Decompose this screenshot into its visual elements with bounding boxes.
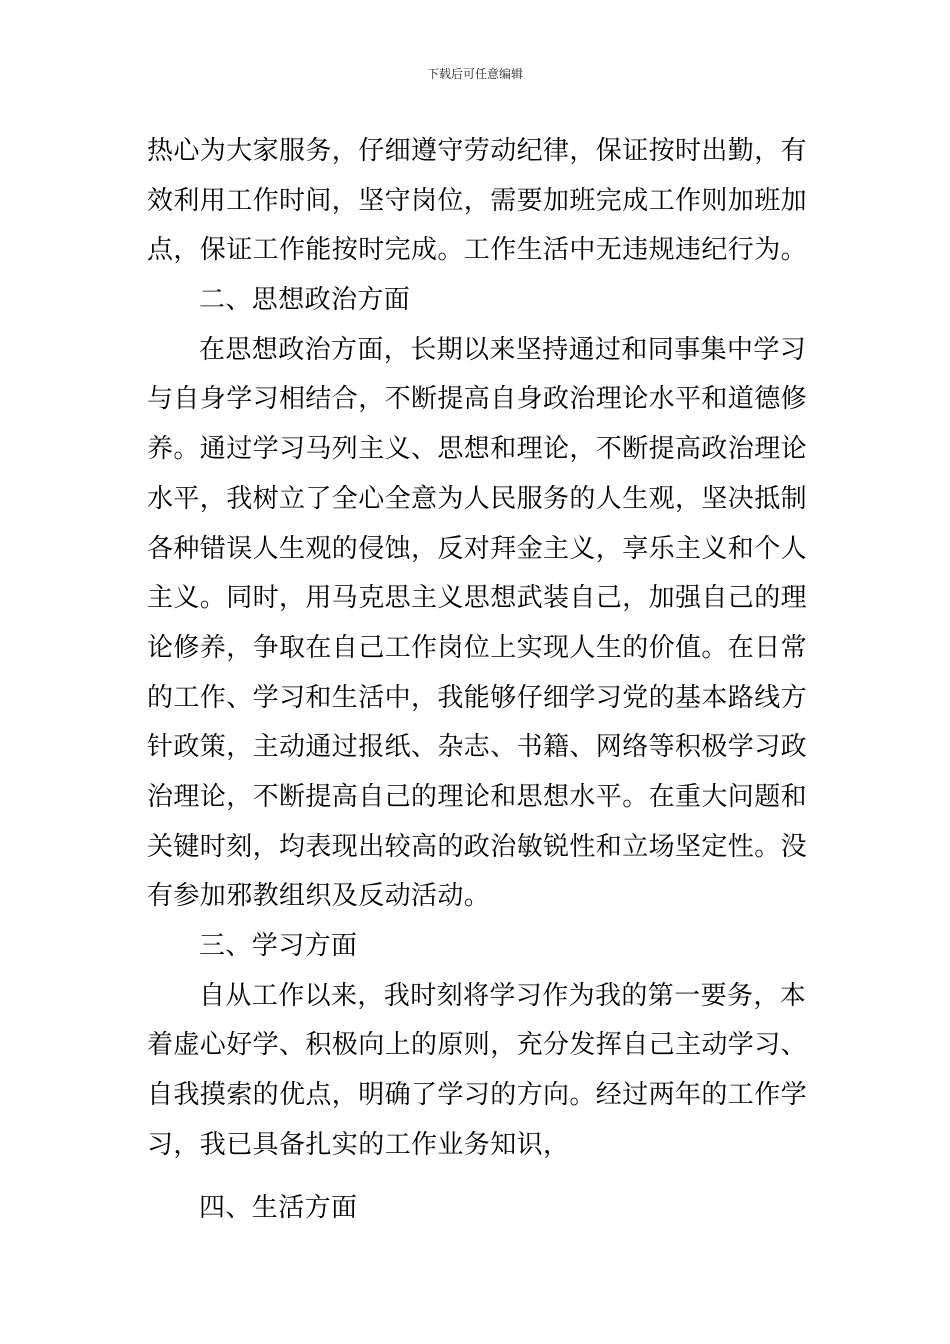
text-line: 与自身学习相结合，不断提高自身政治理论水平和道德修 (147, 384, 808, 415)
text-line: 主义。同时，用马克思主义思想武装自己，加强自己的理 (147, 583, 808, 614)
document-body (147, 127, 807, 1234)
text-line: 治理论，不断提高自己的理论和思想水平。在重大问题和 (147, 781, 808, 812)
text-line: 自我摸索的优点，明确了学习的方向。经过两年的工作学 (147, 1080, 808, 1111)
text-line-indented: 四、生活方面 (199, 1193, 358, 1224)
text-line: 的工作、学习和生活中，我能够仔细学习党的基本路线方 (147, 682, 808, 713)
text-line-indented: 二、思想政治方面 (199, 285, 411, 316)
text-line: 热心为大家服务，仔细遵守劳动纪律，保证按时出勤，有 (147, 136, 808, 166)
text-line: 着虚心好学、积极向上的原则，充分发挥自己主动学习、 (147, 1030, 808, 1061)
text-line: 各种错误人生观的侵蚀，反对拜金主义，享乐主义和个人 (147, 533, 808, 564)
text-line: 效利用工作时间，坚守岗位，需要加班完成工作则加班加 (147, 185, 808, 216)
paragraph-gap (147, 1170, 807, 1184)
text-line-indented: 三、学习方面 (199, 931, 358, 961)
text-line: 养。通过学习马列主义、思想和理论，不断提高政治理论 (147, 434, 808, 465)
text-line: 习，我已具备扎实的工作业务知识， (147, 1129, 570, 1160)
text-line: 关键时刻，均表现出较高的政治敏锐性和立场坚定性。没 (147, 831, 808, 862)
text-line: 论修养，争取在自己工作岗位上实现人生的价值。在日常 (147, 632, 808, 663)
text-line-indented: 在思想政治方面，长期以来坚持通过和同事集中学习 (199, 334, 807, 365)
text-line: 点，保证工作能按时完成。工作生活中无违规违纪行为。 (147, 235, 808, 266)
text-line: 针政策，主动通过报纸、杂志、书籍、网络等积极学习政 (147, 732, 808, 763)
page-header: 下载后可任意编辑 (426, 67, 523, 81)
text-line: 有参加邪教组织及反动活动。 (147, 881, 491, 912)
text-line: 水平，我树立了全心全意为人民服务的人生观，坚决抵制 (147, 483, 808, 514)
text-line-indented: 自从工作以来，我时刻将学习作为我的第一要务，本 (199, 980, 807, 1011)
